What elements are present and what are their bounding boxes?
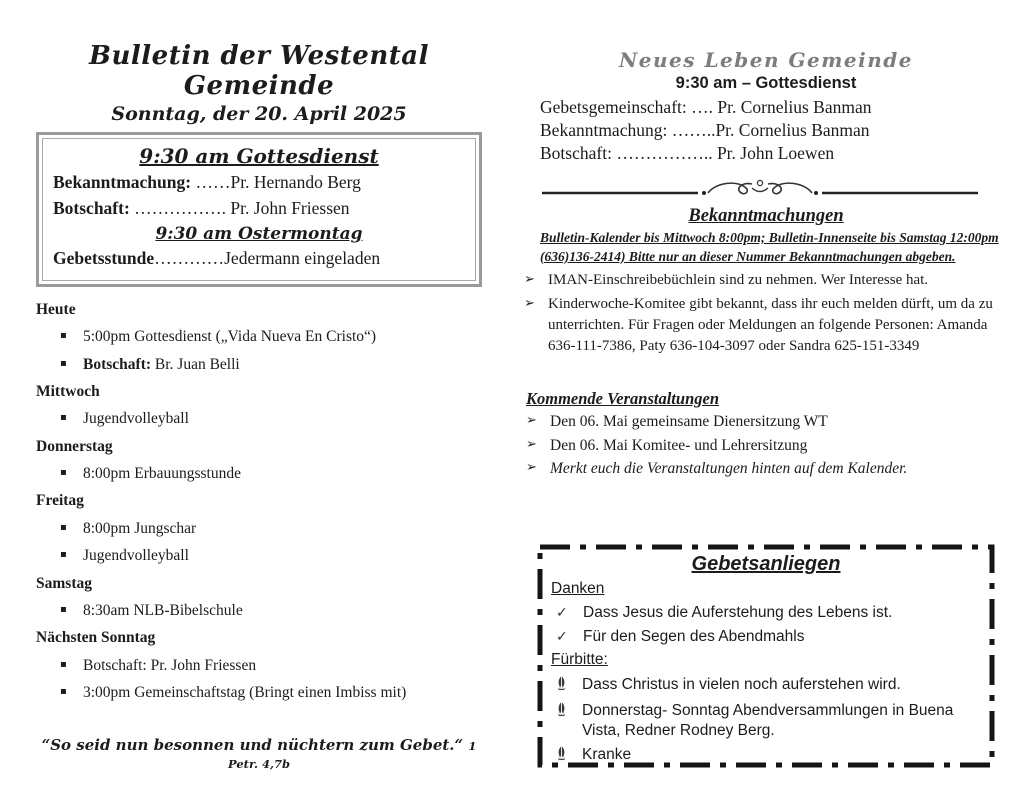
- item-text: Br. Juan Belli: [151, 355, 240, 373]
- assignment-row: [540, 142, 992, 165]
- item-text: 8:00pm Erbauungsstunde: [83, 465, 241, 483]
- row-dots: ……..: [667, 120, 716, 141]
- praying-hands-icon: [551, 745, 582, 767]
- row-dots: …………: [154, 247, 225, 268]
- announcement-text: Kinderwoche-Komitee gibt bekannt, dass ihr euch melden dürft, um da zu unterrichten. Für Fragen oder Meldungen an folgende Personen: Amanda 636-111-7386, Paty 636-104-3097 oder Sandra 625-151-3349: [548, 295, 993, 355]
- row-value: Pr. Cornelius Banman: [715, 120, 870, 141]
- intercession-item: [551, 745, 981, 767]
- arrow-bullet-icon: ➢: [524, 271, 535, 287]
- schedule-day-heading: Samstag: [36, 574, 92, 592]
- announcement-item: [524, 294, 994, 358]
- deadline-note-line2: [540, 248, 992, 267]
- upcoming-text: Merkt euch die Veranstaltungen hinten auf dem Kalender.: [550, 459, 908, 477]
- schedule-item-text: [83, 656, 256, 675]
- upcoming-item: [526, 458, 994, 479]
- prayer-box-title: Gebetsanliegen: [691, 553, 841, 575]
- row-value: Pr. Hernando Berg: [230, 171, 361, 192]
- square-bullet-icon: ▪: [60, 686, 67, 698]
- square-bullet-icon: ▪: [60, 412, 67, 424]
- row-value: Jedermann eingeladen: [224, 247, 381, 268]
- intercession-item: [551, 701, 981, 741]
- schedule-day-heading: Freitag: [36, 492, 84, 510]
- service-row: [53, 248, 465, 270]
- square-bullet-icon: ▪: [60, 658, 67, 670]
- arrow-bullet-icon: ➢: [526, 413, 537, 429]
- announcement-list: [524, 270, 994, 358]
- praying-hands-icon: [551, 675, 582, 697]
- row-label: Bekanntmachung:: [53, 171, 192, 192]
- row-label: Gebetsstunde: [53, 247, 155, 268]
- schedule-day-heading: Heute: [36, 300, 76, 318]
- thanks-item: [551, 603, 981, 623]
- schedule-day-heading: Mittwoch: [36, 382, 100, 400]
- arrow-bullet-icon: ➢: [526, 436, 537, 452]
- schedule-item: [60, 327, 482, 346]
- weekly-schedule: [36, 300, 482, 703]
- schedule-item: [60, 519, 482, 538]
- row-label: Gebetsgemeinschaft:: [540, 96, 687, 117]
- item-text: 3:00pm Gemeinschaftstag (Bringt einen Imbiss mit): [83, 684, 407, 702]
- row-value: Pr. Cornelius Banman: [713, 96, 872, 117]
- square-bullet-icon: ▪: [60, 521, 67, 533]
- item-text: 8:30am NLB-Bibelschule: [83, 601, 243, 619]
- intercession-text: Dass Christus in vielen noch auferstehen wird.: [582, 675, 901, 693]
- prayer-requests-box: [537, 544, 995, 768]
- check-icon: ✓: [556, 604, 568, 621]
- service-box-inner: [42, 138, 476, 281]
- thanks-text: Für den Segen des Abendmahls: [583, 628, 805, 646]
- deadline-note: [540, 229, 999, 267]
- item-prefix: Botschaft:: [83, 355, 152, 373]
- praying-hands-icon: [551, 701, 582, 741]
- thanks-heading: Danken: [551, 580, 605, 597]
- service-time: 9:30 am – Gottesdienst: [675, 74, 857, 92]
- quote-text: “So seid nun besonnen und nüchtern zum Gebet.“: [41, 736, 464, 754]
- schedule-item-text: [83, 683, 406, 702]
- item-text: 5:00pm Gottesdienst („Vida Nueva En Cristo“): [83, 328, 377, 346]
- arrow-bullet-icon: ➢: [524, 295, 535, 311]
- note-rest: Bitte nur an dieser Nummer Bekanntmachungen abgeben.: [625, 248, 956, 264]
- quote-reference: 1 Petr. 4,7b: [227, 739, 477, 771]
- upcoming-text: Den 06. Mai Komitee- und Lehrersitzung: [550, 436, 808, 454]
- row-dots: ……: [191, 171, 231, 192]
- square-bullet-icon: ▪: [60, 603, 67, 615]
- intercession-item: [551, 675, 981, 697]
- schedule-day-heading: Donnerstag: [36, 437, 113, 455]
- item-text: Jugendvolleyball: [83, 410, 189, 428]
- upcoming-item: [526, 435, 994, 456]
- square-bullet-icon: ▪: [60, 549, 67, 561]
- announcement-text: IMAN-Einschreibebüchlein sind zu nehmen. Wer Interesse hat.: [548, 271, 929, 288]
- right-column: [524, 48, 999, 479]
- service-box: [36, 132, 482, 287]
- announcements-title: Bekanntmachungen: [688, 205, 844, 226]
- ornament-divider-icon: [540, 177, 992, 205]
- prayer-box-content: [551, 552, 981, 767]
- service-heading: 9:30 am Gottesdienst: [139, 143, 379, 168]
- upcoming-text: Den 06. Mai gemeinsame Dienersitzung WT: [550, 413, 828, 431]
- schedule-item: [60, 355, 482, 374]
- intercession-heading: Fürbitte:: [551, 651, 608, 669]
- row-value: Pr. John Friessen: [226, 197, 350, 218]
- bulletin-title: Bulletin der Westental Gemeinde: [89, 41, 429, 101]
- thanks-text: Dass Jesus die Auferstehung des Lebens ist.: [583, 604, 893, 622]
- row-dots: ……………..: [611, 143, 713, 164]
- service-row: [53, 198, 465, 220]
- row-label: Bekanntmachung:: [540, 120, 668, 141]
- schedule-item-text: [83, 409, 189, 428]
- square-bullet-icon: ▪: [60, 357, 67, 369]
- item-text: 8:00pm Jungschar: [83, 519, 197, 537]
- easter-heading: 9:30 am Ostermontag: [155, 223, 363, 244]
- check-icon: ✓: [556, 628, 568, 645]
- schedule-item: [60, 683, 482, 702]
- thanks-item: [551, 627, 981, 647]
- assignment-row: [540, 119, 992, 142]
- assignment-row: [540, 96, 992, 119]
- church-title: Neues Leben Gemeinde: [618, 48, 914, 72]
- intercession-text: Kranke: [582, 745, 632, 763]
- schedule-day-heading: Nächsten Sonntag: [36, 629, 156, 647]
- deadline-note-line1: Bulletin-Kalender bis Mittwoch 8:00pm; Bulletin-Innenseite bis Samstag 12:00pm: [540, 229, 999, 245]
- schedule-item-text: [83, 601, 243, 620]
- square-bullet-icon: ▪: [60, 467, 67, 479]
- row-label: Botschaft:: [53, 197, 130, 218]
- schedule-item: [60, 464, 482, 483]
- phone-number: (636)136-2414): [540, 248, 626, 264]
- item-text: Botschaft: Pr. John Friessen: [83, 656, 257, 674]
- assignment-rows: [540, 96, 992, 166]
- schedule-item: [60, 656, 482, 675]
- schedule-item-text: [83, 327, 376, 346]
- row-label: Botschaft:: [540, 143, 612, 164]
- item-text: Jugendvolleyball: [83, 547, 189, 565]
- upcoming-item: [526, 411, 994, 432]
- schedule-item: [60, 546, 482, 565]
- announcement-item: [524, 270, 994, 291]
- schedule-item: [60, 409, 482, 428]
- row-dots: …………….: [129, 197, 227, 218]
- schedule-item-text: [83, 519, 196, 538]
- schedule-item: [60, 601, 482, 620]
- row-value: Pr. John Loewen: [712, 143, 835, 164]
- upcoming-events: [526, 388, 994, 480]
- upcoming-title: Kommende Veranstaltungen: [526, 388, 719, 408]
- left-column: [36, 42, 482, 702]
- bulletin-date: Sonntag, der 20. April 2025: [111, 102, 407, 125]
- row-dots: ….: [686, 96, 714, 117]
- schedule-item-text: [83, 464, 241, 483]
- schedule-item-text: [83, 546, 189, 565]
- intercession-text: Donnerstag- Sonntag Abendversammlungen in Buena Vista, Redner Rodney Berg.: [582, 701, 954, 739]
- service-row: [53, 172, 465, 194]
- schedule-item-text: [83, 355, 240, 374]
- square-bullet-icon: ▪: [60, 330, 67, 342]
- footer-quote: [36, 736, 482, 772]
- arrow-bullet-icon: ➢: [526, 459, 537, 475]
